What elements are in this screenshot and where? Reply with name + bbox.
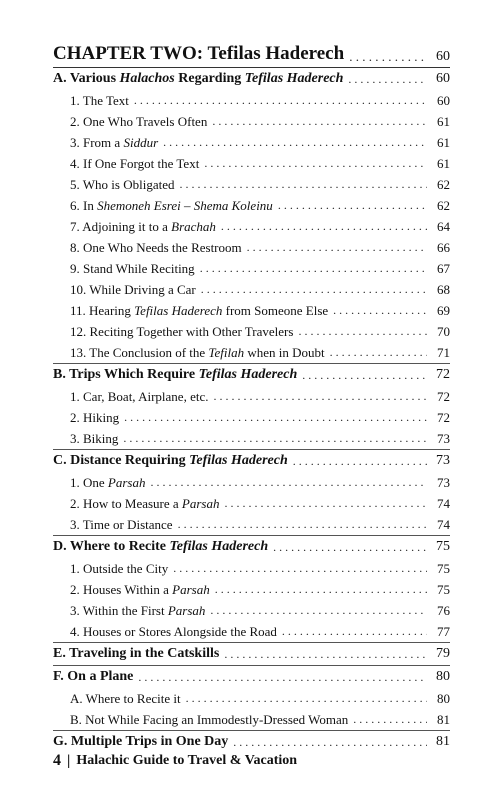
toc-page-number: 62: [437, 176, 450, 192]
toc-entry-text: Siddur: [123, 134, 159, 150]
dot-leader: [348, 72, 427, 87]
toc-item-row: [53, 195, 450, 216]
toc-page-number: 73: [436, 453, 450, 468]
toc-entry-title: [70, 177, 174, 193]
toc-entry-text: E. Traveling in the Catskills: [53, 646, 220, 661]
toc-entry-text: when in Doubt: [244, 344, 325, 360]
toc-entry-title: [70, 219, 216, 235]
toc-entry-text: G. Multiple Trips in One Day: [53, 734, 229, 749]
toc-entry-text: 10. While Driving a Car: [70, 281, 196, 297]
toc-entry-text: 13. The Conclusion of the: [70, 344, 209, 360]
toc-page-number: 66: [437, 239, 450, 255]
toc-page-number: 60: [436, 49, 450, 64]
toc-section-row: [53, 536, 450, 558]
table-of-contents: [53, 35, 450, 753]
toc-page-number: 79: [436, 646, 450, 661]
toc-item-row: [53, 174, 450, 195]
toc-item-row: [53, 132, 450, 153]
toc-item-row: [53, 428, 450, 449]
toc-entry-text: B. Not While Facing an Immodestly-Dressed Woman: [70, 711, 349, 727]
toc-page-number: 61: [437, 113, 450, 129]
toc-entry-title: [70, 93, 129, 109]
toc-page-number: 74: [437, 495, 450, 511]
toc-page-number: 64: [437, 218, 450, 234]
toc-entry-title: [70, 603, 205, 619]
toc-entry-text: 1. One: [70, 474, 108, 490]
toc-entry-title: [53, 539, 268, 555]
toc-section-row: [53, 364, 450, 386]
toc-item-row: [53, 342, 450, 363]
toc-entry-text: 11. Hearing: [70, 302, 135, 318]
toc-item-row: [53, 300, 450, 321]
toc-entry-text: 12. Reciting Together with Other Travelers: [70, 323, 294, 339]
toc-entry-title: [70, 389, 208, 405]
toc-item-row: [53, 279, 450, 300]
toc-entry-title: [53, 646, 219, 662]
dot-leader: [200, 261, 427, 276]
toc-item-row: [53, 600, 450, 621]
toc-entry-text: 2. Hiking: [70, 409, 120, 425]
dot-leader: [178, 517, 427, 532]
toc-page-number: 74: [437, 516, 450, 532]
toc-page-number: 67: [437, 260, 450, 276]
toc-entry-text: C. Distance Requiring: [53, 453, 190, 468]
toc-entry-text: Tefilah: [208, 344, 245, 360]
book-title: Halachic Guide to Travel & Vacation: [76, 753, 298, 768]
page-footer: [53, 752, 297, 770]
toc-entry-text: D. Where to Recite: [53, 539, 170, 554]
toc-entry-title: [70, 517, 173, 533]
toc-section-row: [53, 450, 450, 472]
dot-leader: [298, 324, 427, 339]
toc-entry-title: [53, 453, 288, 469]
toc-entry-title: [70, 691, 181, 707]
toc-page-number: 71: [437, 344, 450, 360]
toc-entry-text: 3. Biking: [70, 430, 119, 446]
toc-entry-text: 4. Houses or Stores Alongside the Road: [70, 623, 277, 639]
toc-entry-title: [70, 324, 293, 340]
dot-leader: [179, 177, 427, 192]
dot-leader: [273, 540, 427, 555]
dot-leader: [353, 712, 427, 727]
toc-entry-title: [53, 367, 297, 383]
dot-leader: [221, 219, 427, 234]
toc-entry-title: [70, 240, 242, 256]
toc-chapter-row: [53, 35, 450, 67]
toc-item-row: [53, 621, 450, 642]
toc-section-row: [53, 666, 450, 688]
toc-entry-text: 2. How to Measure a: [70, 495, 182, 511]
dot-leader: [247, 240, 427, 255]
toc-entry-text: Parsah: [172, 581, 210, 597]
toc-entry-text: A. Where to Recite it: [70, 690, 181, 706]
toc-entry-text: CHAPTER TWO: Tefilas Haderech: [53, 43, 345, 64]
toc-entry-text: Tefilas Haderech: [198, 367, 298, 382]
toc-item-row: [53, 514, 450, 535]
toc-page-number: 62: [437, 197, 450, 213]
toc-entry-text: 2. One Who Travels Often: [70, 113, 208, 129]
toc-page-number: 73: [437, 430, 450, 446]
toc-entry-text: 8. One Who Needs the Restroom: [70, 239, 242, 255]
toc-entry-title: [70, 345, 325, 361]
toc-entry-text: 1. The Text: [70, 92, 129, 108]
toc-item-row: [53, 493, 450, 514]
toc-section-row: [53, 731, 450, 753]
toc-item-row: [53, 688, 450, 709]
toc-item-row: [53, 472, 450, 493]
toc-entry-text: Tefilas Haderech: [134, 302, 223, 318]
dot-leader: [201, 282, 427, 297]
toc-entry-text: A. Various: [53, 71, 120, 86]
toc-page-number: 75: [436, 539, 450, 554]
toc-entry-title: [70, 712, 348, 728]
toc-entry-text: Parsah: [181, 495, 220, 511]
dot-leader: [150, 475, 427, 490]
dot-leader: [224, 496, 427, 511]
dot-leader: [204, 156, 427, 171]
toc-page-number: 80: [436, 669, 450, 684]
dot-leader: [215, 582, 427, 597]
dot-leader: [134, 93, 427, 108]
toc-entry-title: [70, 431, 118, 447]
toc-entry-text: Tefilas Haderech: [244, 71, 344, 86]
toc-entry-text: 7. Adjoining it to a: [70, 218, 172, 234]
dot-leader: [138, 670, 427, 685]
toc-page-number: 72: [436, 367, 450, 382]
toc-entry-title: [70, 496, 219, 512]
toc-entry-text: F. On a Plane: [53, 669, 134, 684]
toc-page-number: 75: [437, 560, 450, 576]
toc-page-number: 81: [436, 734, 450, 749]
toc-entry-title: [70, 135, 158, 151]
toc-page-number: 70: [437, 323, 450, 339]
toc-page-number: 61: [437, 134, 450, 150]
dot-leader: [233, 735, 427, 750]
dot-leader: [333, 303, 427, 318]
toc-entry-text: 3. From a: [70, 134, 124, 150]
toc-item-row: [53, 237, 450, 258]
toc-entry-text: 5. Who is Obligated: [70, 176, 175, 192]
toc-entry-title: [70, 624, 277, 640]
toc-entry-title: [53, 734, 228, 750]
toc-page-number: 60: [437, 92, 450, 108]
toc-entry-text: B. Trips Which Require: [53, 367, 199, 382]
toc-entry-text: 3. Time or Distance: [70, 516, 173, 532]
toc-page-number: 68: [437, 281, 450, 297]
toc-entry-title: [53, 43, 344, 65]
dot-leader: [293, 454, 427, 469]
toc-page-number: 73: [437, 474, 450, 490]
toc-item-row: [53, 709, 450, 730]
toc-item-row: [53, 258, 450, 279]
toc-entry-text: 1. Outside the City: [70, 560, 169, 576]
toc-entry-title: [53, 669, 133, 685]
toc-entry-title: [70, 261, 195, 277]
dot-leader: [278, 198, 427, 213]
toc-entry-title: [70, 561, 168, 577]
toc-entry-text: Shemoneh Esrei – Shema Koleinu: [97, 197, 273, 213]
toc-entry-title: [53, 71, 343, 87]
toc-entry-text: 6. In: [70, 197, 98, 213]
toc-page-number: 61: [437, 155, 450, 171]
toc-entry-text: 2. Houses Within a: [70, 581, 173, 597]
toc-page-number: 77: [437, 623, 450, 639]
toc-entry-text: 4. If One Forgot the Text: [70, 155, 200, 171]
dot-leader: [186, 691, 427, 706]
toc-entry-text: Parsah: [107, 474, 146, 490]
toc-page-number: 76: [437, 602, 450, 618]
toc-entry-title: [70, 198, 273, 214]
dot-leader: [163, 135, 427, 150]
toc-entry-title: [70, 582, 210, 598]
toc-entry-text: Brachah: [171, 218, 216, 234]
toc-entry-text: 3. Within the First: [70, 602, 168, 618]
toc-item-row: [53, 216, 450, 237]
dot-leader: [302, 368, 427, 383]
dot-leader: [123, 431, 427, 446]
dot-leader: [224, 647, 427, 662]
toc-entry-text: Tefilas Haderech: [169, 539, 269, 554]
toc-entry-text: Parsah: [167, 602, 206, 618]
dot-leader: [330, 345, 427, 360]
footer-separator: |: [67, 752, 71, 769]
toc-page-number: 60: [436, 71, 450, 86]
toc-item-row: [53, 321, 450, 342]
toc-entry-text: Regarding: [174, 71, 245, 86]
dot-leader: [124, 410, 427, 425]
toc-item-row: [53, 111, 450, 132]
toc-entry-text: Halachos: [119, 71, 175, 86]
toc-item-row: [53, 90, 450, 111]
toc-entry-title: [70, 114, 207, 130]
toc-page-number: 72: [437, 409, 450, 425]
dot-leader: [349, 49, 427, 65]
toc-item-row: [53, 386, 450, 407]
toc-entry-text: 1. Car, Boat, Airplane, etc.: [70, 388, 209, 404]
dot-leader: [212, 114, 427, 129]
dot-leader: [282, 624, 427, 639]
dot-leader: [213, 389, 427, 404]
toc-page-number: 81: [437, 711, 450, 727]
toc-entry-title: [70, 282, 196, 298]
toc-section-row: [53, 643, 450, 665]
toc-page-number: 80: [437, 690, 450, 706]
toc-entry-title: [70, 410, 119, 426]
toc-item-row: [53, 407, 450, 428]
toc-page-number: 72: [437, 388, 450, 404]
toc-entry-text: from Someone Else: [222, 302, 329, 318]
toc-item-row: [53, 558, 450, 579]
dot-leader: [210, 603, 427, 618]
toc-page-number: 75: [437, 581, 450, 597]
page-number: 4: [53, 752, 61, 769]
toc-entry-text: Tefilas Haderech: [189, 453, 288, 468]
toc-item-row: [53, 579, 450, 600]
toc-entry-title: [70, 475, 145, 491]
toc-section-row: [53, 68, 450, 90]
toc-item-row: [53, 153, 450, 174]
dot-leader: [173, 561, 427, 576]
toc-entry-title: [70, 303, 328, 319]
toc-entry-title: [70, 156, 199, 172]
toc-page-number: 69: [437, 302, 450, 318]
toc-entry-text: 9. Stand While Reciting: [70, 260, 195, 276]
